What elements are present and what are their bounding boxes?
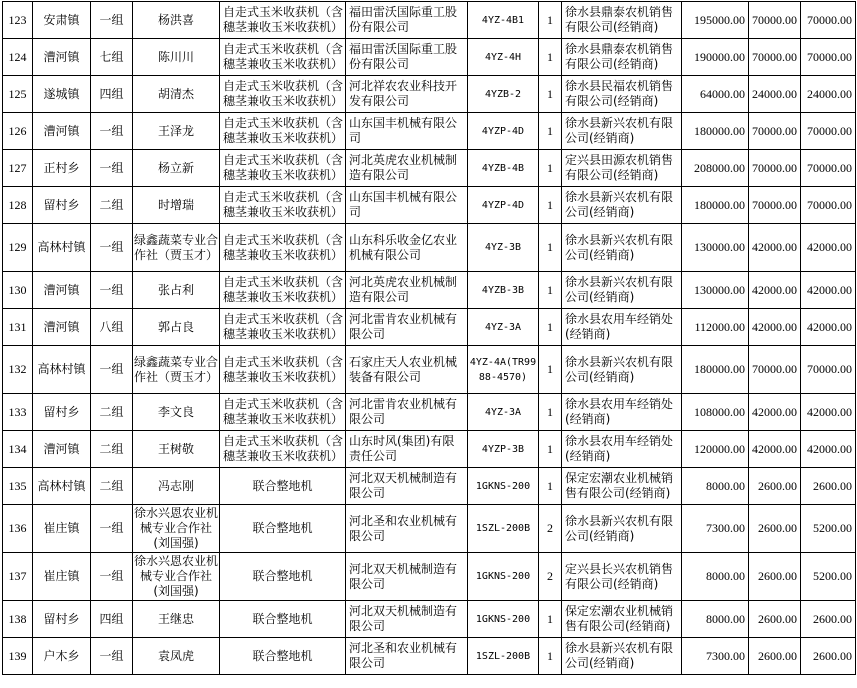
machine-type-cell: 联合整地机 — [220, 553, 346, 601]
price-cell: 120000.00 — [682, 431, 749, 468]
model-cell: 4YZP-4D — [468, 187, 539, 224]
unit-subsidy-cell: 42000.00 — [749, 394, 801, 431]
table-row — [3, 394, 856, 431]
group-cell: 一组 — [91, 638, 133, 675]
table-row — [3, 113, 856, 150]
total-subsidy-cell: 70000.00 — [801, 187, 856, 224]
group-cell: 一组 — [91, 224, 133, 272]
total-subsidy-cell: 2600.00 — [801, 638, 856, 675]
table-row — [3, 468, 856, 505]
dealer-cell: 徐水县农用车经销处(经销商) — [562, 431, 682, 468]
town-cell: 漕河镇 — [33, 272, 91, 309]
unit-subsidy-cell: 24000.00 — [749, 76, 801, 113]
price-cell: 180000.00 — [682, 113, 749, 150]
table-row — [3, 272, 856, 309]
manufacturer-cell: 河北圣和农业机械有限公司 — [346, 638, 468, 675]
model-cell: 1SZL-200B — [468, 638, 539, 675]
table-row — [3, 150, 856, 187]
total-subsidy-cell: 2600.00 — [801, 468, 856, 505]
name-cell: 王继忠 — [133, 601, 220, 638]
name-cell: 王泽龙 — [133, 113, 220, 150]
price-cell: 180000.00 — [682, 187, 749, 224]
quantity-cell: 1 — [539, 638, 562, 675]
row-number-cell: 138 — [3, 601, 33, 638]
total-subsidy-cell: 70000.00 — [801, 113, 856, 150]
group-cell: 四组 — [91, 601, 133, 638]
model-cell: 4YZB-2 — [468, 76, 539, 113]
price-cell: 7300.00 — [682, 505, 749, 553]
group-cell: 二组 — [91, 187, 133, 224]
unit-subsidy-cell: 70000.00 — [749, 346, 801, 394]
town-cell: 留村乡 — [33, 601, 91, 638]
unit-subsidy-cell: 2600.00 — [749, 468, 801, 505]
group-cell: 二组 — [91, 468, 133, 505]
machine-type-cell: 自走式玉米收获机（含穗茎兼收玉米收获机） — [220, 150, 346, 187]
manufacturer-cell: 河北祥农农业科技开发有限公司 — [346, 76, 468, 113]
total-subsidy-cell: 42000.00 — [801, 394, 856, 431]
machine-type-cell: 自走式玉米收获机（含穗茎兼收玉米收获机） — [220, 224, 346, 272]
total-subsidy-cell: 70000.00 — [801, 346, 856, 394]
unit-subsidy-cell: 2600.00 — [749, 505, 801, 553]
name-cell: 李文良 — [133, 394, 220, 431]
machine-type-cell: 自走式玉米收获机（含穗茎兼收玉米收获机） — [220, 394, 346, 431]
group-cell: 一组 — [91, 553, 133, 601]
unit-subsidy-cell: 70000.00 — [749, 2, 801, 39]
unit-subsidy-cell: 70000.00 — [749, 113, 801, 150]
quantity-cell: 2 — [539, 553, 562, 601]
machine-type-cell: 联合整地机 — [220, 638, 346, 675]
town-cell: 遂城镇 — [33, 76, 91, 113]
dealer-cell: 徐水县新兴农机有限公司(经销商) — [562, 638, 682, 675]
row-number-cell: 137 — [3, 553, 33, 601]
manufacturer-cell: 河北圣和农业机械有限公司 — [346, 505, 468, 553]
model-cell: 4YZP-3B — [468, 431, 539, 468]
model-cell: 4YZ-4A(TR9988-4570) — [468, 346, 539, 394]
name-cell: 杨洪喜 — [133, 2, 220, 39]
model-cell: 4YZB-4B — [468, 150, 539, 187]
group-cell: 一组 — [91, 150, 133, 187]
manufacturer-cell: 河北雷肯农业机械有限公司 — [346, 309, 468, 346]
quantity-cell: 2 — [539, 505, 562, 553]
name-cell: 郭占良 — [133, 309, 220, 346]
name-cell: 徐水兴恩农业机械专业合作社(刘国强) — [133, 553, 220, 601]
manufacturer-cell: 河北双天机械制造有限公司 — [346, 468, 468, 505]
table-row — [3, 431, 856, 468]
model-cell: 1SZL-200B — [468, 505, 539, 553]
dealer-cell: 徐水县新兴农机有限公司(经销商) — [562, 224, 682, 272]
quantity-cell: 1 — [539, 431, 562, 468]
dealer-cell: 徐水县鼎泰农机销售有限公司(经销商) — [562, 2, 682, 39]
group-cell: 一组 — [91, 113, 133, 150]
name-cell: 绿鑫蔬菜专业合作社（贾玉才） — [133, 224, 220, 272]
name-cell: 冯志刚 — [133, 468, 220, 505]
name-cell: 杨立新 — [133, 150, 220, 187]
model-cell: 1GKNS-200 — [468, 601, 539, 638]
price-cell: 180000.00 — [682, 346, 749, 394]
manufacturer-cell: 河北英虎农业机械制造有限公司 — [346, 272, 468, 309]
price-cell: 7300.00 — [682, 638, 749, 675]
total-subsidy-cell: 42000.00 — [801, 309, 856, 346]
dealer-cell: 徐水县农用车经销处(经销商) — [562, 394, 682, 431]
price-cell: 130000.00 — [682, 224, 749, 272]
price-cell: 195000.00 — [682, 2, 749, 39]
dealer-cell: 徐水县农用车经销处(经销商) — [562, 309, 682, 346]
model-cell: 4YZ-4H — [468, 39, 539, 76]
table-row — [3, 2, 856, 39]
dealer-cell: 徐水县新兴农机有限公司(经销商) — [562, 346, 682, 394]
row-number-cell: 133 — [3, 394, 33, 431]
dealer-cell: 徐水县民福农机销售有限公司(经销商) — [562, 76, 682, 113]
machine-type-cell: 自走式玉米收获机（含穗茎兼收玉米收获机） — [220, 76, 346, 113]
model-cell: 4YZ-3A — [468, 394, 539, 431]
manufacturer-cell: 河北雷肯农业机械有限公司 — [346, 394, 468, 431]
group-cell: 八组 — [91, 309, 133, 346]
price-cell: 108000.00 — [682, 394, 749, 431]
dealer-cell: 徐水县鼎泰农机销售有限公司(经销商) — [562, 39, 682, 76]
group-cell: 一组 — [91, 346, 133, 394]
manufacturer-cell: 河北英虎农业机械制造有限公司 — [346, 150, 468, 187]
town-cell: 漕河镇 — [33, 39, 91, 76]
machine-type-cell: 联合整地机 — [220, 601, 346, 638]
name-cell: 胡清杰 — [133, 76, 220, 113]
table-row — [3, 505, 856, 553]
group-cell: 七组 — [91, 39, 133, 76]
model-cell: 4YZP-4D — [468, 113, 539, 150]
total-subsidy-cell: 42000.00 — [801, 431, 856, 468]
group-cell: 二组 — [91, 394, 133, 431]
machine-type-cell: 联合整地机 — [220, 505, 346, 553]
town-cell: 正村乡 — [33, 150, 91, 187]
row-number-cell: 124 — [3, 39, 33, 76]
dealer-cell: 保定宏潮农业机械销售有限公司(经销商) — [562, 468, 682, 505]
table-row — [3, 346, 856, 394]
unit-subsidy-cell: 2600.00 — [749, 553, 801, 601]
row-number-cell: 123 — [3, 2, 33, 39]
table-row — [3, 601, 856, 638]
total-subsidy-cell: 42000.00 — [801, 224, 856, 272]
unit-subsidy-cell: 2600.00 — [749, 638, 801, 675]
name-cell: 绿鑫蔬菜专业合作社（贾玉才） — [133, 346, 220, 394]
dealer-cell: 徐水县新兴农机有限公司(经销商) — [562, 272, 682, 309]
town-cell: 高林村镇 — [33, 468, 91, 505]
town-cell: 漕河镇 — [33, 113, 91, 150]
town-cell: 漕河镇 — [33, 309, 91, 346]
town-cell: 崔庄镇 — [33, 505, 91, 553]
row-number-cell: 126 — [3, 113, 33, 150]
name-cell: 张占利 — [133, 272, 220, 309]
table-row — [3, 553, 856, 601]
model-cell: 1GKNS-200 — [468, 468, 539, 505]
manufacturer-cell: 山东科乐收金亿农业机械有限公司 — [346, 224, 468, 272]
name-cell: 时增瑞 — [133, 187, 220, 224]
machine-type-cell: 自走式玉米收获机（含穗茎兼收玉米收获机） — [220, 2, 346, 39]
unit-subsidy-cell: 70000.00 — [749, 150, 801, 187]
group-cell: 四组 — [91, 76, 133, 113]
unit-subsidy-cell: 70000.00 — [749, 187, 801, 224]
quantity-cell: 1 — [539, 76, 562, 113]
manufacturer-cell: 山东国丰机械有限公司 — [346, 113, 468, 150]
dealer-cell: 徐水县新兴农机有限公司(经销商) — [562, 187, 682, 224]
quantity-cell: 1 — [539, 187, 562, 224]
machine-type-cell: 自走式玉米收获机（含穗茎兼收玉米收获机） — [220, 39, 346, 76]
table-row — [3, 39, 856, 76]
manufacturer-cell: 福田雷沃国际重工股份有限公司 — [346, 2, 468, 39]
total-subsidy-cell: 70000.00 — [801, 150, 856, 187]
unit-subsidy-cell: 42000.00 — [749, 272, 801, 309]
town-cell: 崔庄镇 — [33, 553, 91, 601]
machine-type-cell: 自走式玉米收获机（含穗茎兼收玉米收获机） — [220, 113, 346, 150]
manufacturer-cell: 河北双天机械制造有限公司 — [346, 553, 468, 601]
manufacturer-cell: 石家庄天人农业机械装备有限公司 — [346, 346, 468, 394]
quantity-cell: 1 — [539, 39, 562, 76]
subsidy-table — [2, 1, 856, 675]
group-cell: 一组 — [91, 272, 133, 309]
group-cell: 一组 — [91, 505, 133, 553]
machine-type-cell: 自走式玉米收获机（含穗茎兼收玉米收获机） — [220, 309, 346, 346]
total-subsidy-cell: 24000.00 — [801, 76, 856, 113]
price-cell: 130000.00 — [682, 272, 749, 309]
manufacturer-cell: 山东时风(集团)有限责任公司 — [346, 431, 468, 468]
dealer-cell: 徐水县新兴农机有限公司(经销商) — [562, 505, 682, 553]
group-cell: 一组 — [91, 2, 133, 39]
machine-type-cell: 自走式玉米收获机（含穗茎兼收玉米收获机） — [220, 187, 346, 224]
total-subsidy-cell: 5200.00 — [801, 505, 856, 553]
model-cell: 1GKNS-200 — [468, 553, 539, 601]
total-subsidy-cell: 2600.00 — [801, 601, 856, 638]
unit-subsidy-cell: 42000.00 — [749, 431, 801, 468]
row-number-cell: 129 — [3, 224, 33, 272]
name-cell: 袁凤虎 — [133, 638, 220, 675]
total-subsidy-cell: 42000.00 — [801, 272, 856, 309]
row-number-cell: 130 — [3, 272, 33, 309]
quantity-cell: 1 — [539, 113, 562, 150]
model-cell: 4YZ-3A — [468, 309, 539, 346]
manufacturer-cell: 山东国丰机械有限公司 — [346, 187, 468, 224]
quantity-cell: 1 — [539, 150, 562, 187]
price-cell: 8000.00 — [682, 553, 749, 601]
unit-subsidy-cell: 42000.00 — [749, 309, 801, 346]
row-number-cell: 132 — [3, 346, 33, 394]
name-cell: 徐水兴恩农业机械专业合作社(刘国强) — [133, 505, 220, 553]
town-cell: 安肃镇 — [33, 2, 91, 39]
total-subsidy-cell: 5200.00 — [801, 553, 856, 601]
town-cell: 留村乡 — [33, 187, 91, 224]
manufacturer-cell: 福田雷沃国际重工股份有限公司 — [346, 39, 468, 76]
quantity-cell: 1 — [539, 309, 562, 346]
quantity-cell: 1 — [539, 468, 562, 505]
row-number-cell: 135 — [3, 468, 33, 505]
name-cell: 陈川川 — [133, 39, 220, 76]
price-cell: 64000.00 — [682, 76, 749, 113]
town-cell: 户木乡 — [33, 638, 91, 675]
table-row — [3, 638, 856, 675]
price-cell: 8000.00 — [682, 601, 749, 638]
quantity-cell: 1 — [539, 346, 562, 394]
total-subsidy-cell: 70000.00 — [801, 2, 856, 39]
dealer-cell: 定兴县田源农机销售有限公司(经销商) — [562, 150, 682, 187]
town-cell: 漕河镇 — [33, 431, 91, 468]
row-number-cell: 125 — [3, 76, 33, 113]
unit-subsidy-cell: 70000.00 — [749, 39, 801, 76]
machine-type-cell: 自走式玉米收获机（含穗茎兼收玉米收获机） — [220, 431, 346, 468]
dealer-cell: 定兴县长兴农机销售有限公司(经销商) — [562, 553, 682, 601]
town-cell: 高林村镇 — [33, 224, 91, 272]
table-row — [3, 224, 856, 272]
model-cell: 4YZ-4B1 — [468, 2, 539, 39]
quantity-cell: 1 — [539, 224, 562, 272]
row-number-cell: 128 — [3, 187, 33, 224]
town-cell: 留村乡 — [33, 394, 91, 431]
price-cell: 190000.00 — [682, 39, 749, 76]
group-cell: 二组 — [91, 431, 133, 468]
total-subsidy-cell: 70000.00 — [801, 39, 856, 76]
machine-type-cell: 联合整地机 — [220, 468, 346, 505]
table-row — [3, 187, 856, 224]
quantity-cell: 1 — [539, 394, 562, 431]
row-number-cell: 134 — [3, 431, 33, 468]
unit-subsidy-cell: 42000.00 — [749, 224, 801, 272]
row-number-cell: 127 — [3, 150, 33, 187]
quantity-cell: 1 — [539, 2, 562, 39]
table-row — [3, 309, 856, 346]
price-cell: 112000.00 — [682, 309, 749, 346]
machine-type-cell: 自走式玉米收获机（含穗茎兼收玉米收获机） — [220, 346, 346, 394]
price-cell: 208000.00 — [682, 150, 749, 187]
row-number-cell: 136 — [3, 505, 33, 553]
table-row — [3, 76, 856, 113]
row-number-cell: 131 — [3, 309, 33, 346]
quantity-cell: 1 — [539, 272, 562, 309]
dealer-cell: 徐水县新兴农机有限公司(经销商) — [562, 113, 682, 150]
model-cell: 4YZB-3B — [468, 272, 539, 309]
quantity-cell: 1 — [539, 601, 562, 638]
price-cell: 8000.00 — [682, 468, 749, 505]
town-cell: 高林村镇 — [33, 346, 91, 394]
dealer-cell: 保定宏潮农业机械销售有限公司(经销商) — [562, 601, 682, 638]
model-cell: 4YZ-3B — [468, 224, 539, 272]
unit-subsidy-cell: 2600.00 — [749, 601, 801, 638]
name-cell: 王树敬 — [133, 431, 220, 468]
row-number-cell: 139 — [3, 638, 33, 675]
manufacturer-cell: 河北双天机械制造有限公司 — [346, 601, 468, 638]
machine-type-cell: 自走式玉米收获机（含穗茎兼收玉米收获机） — [220, 272, 346, 309]
